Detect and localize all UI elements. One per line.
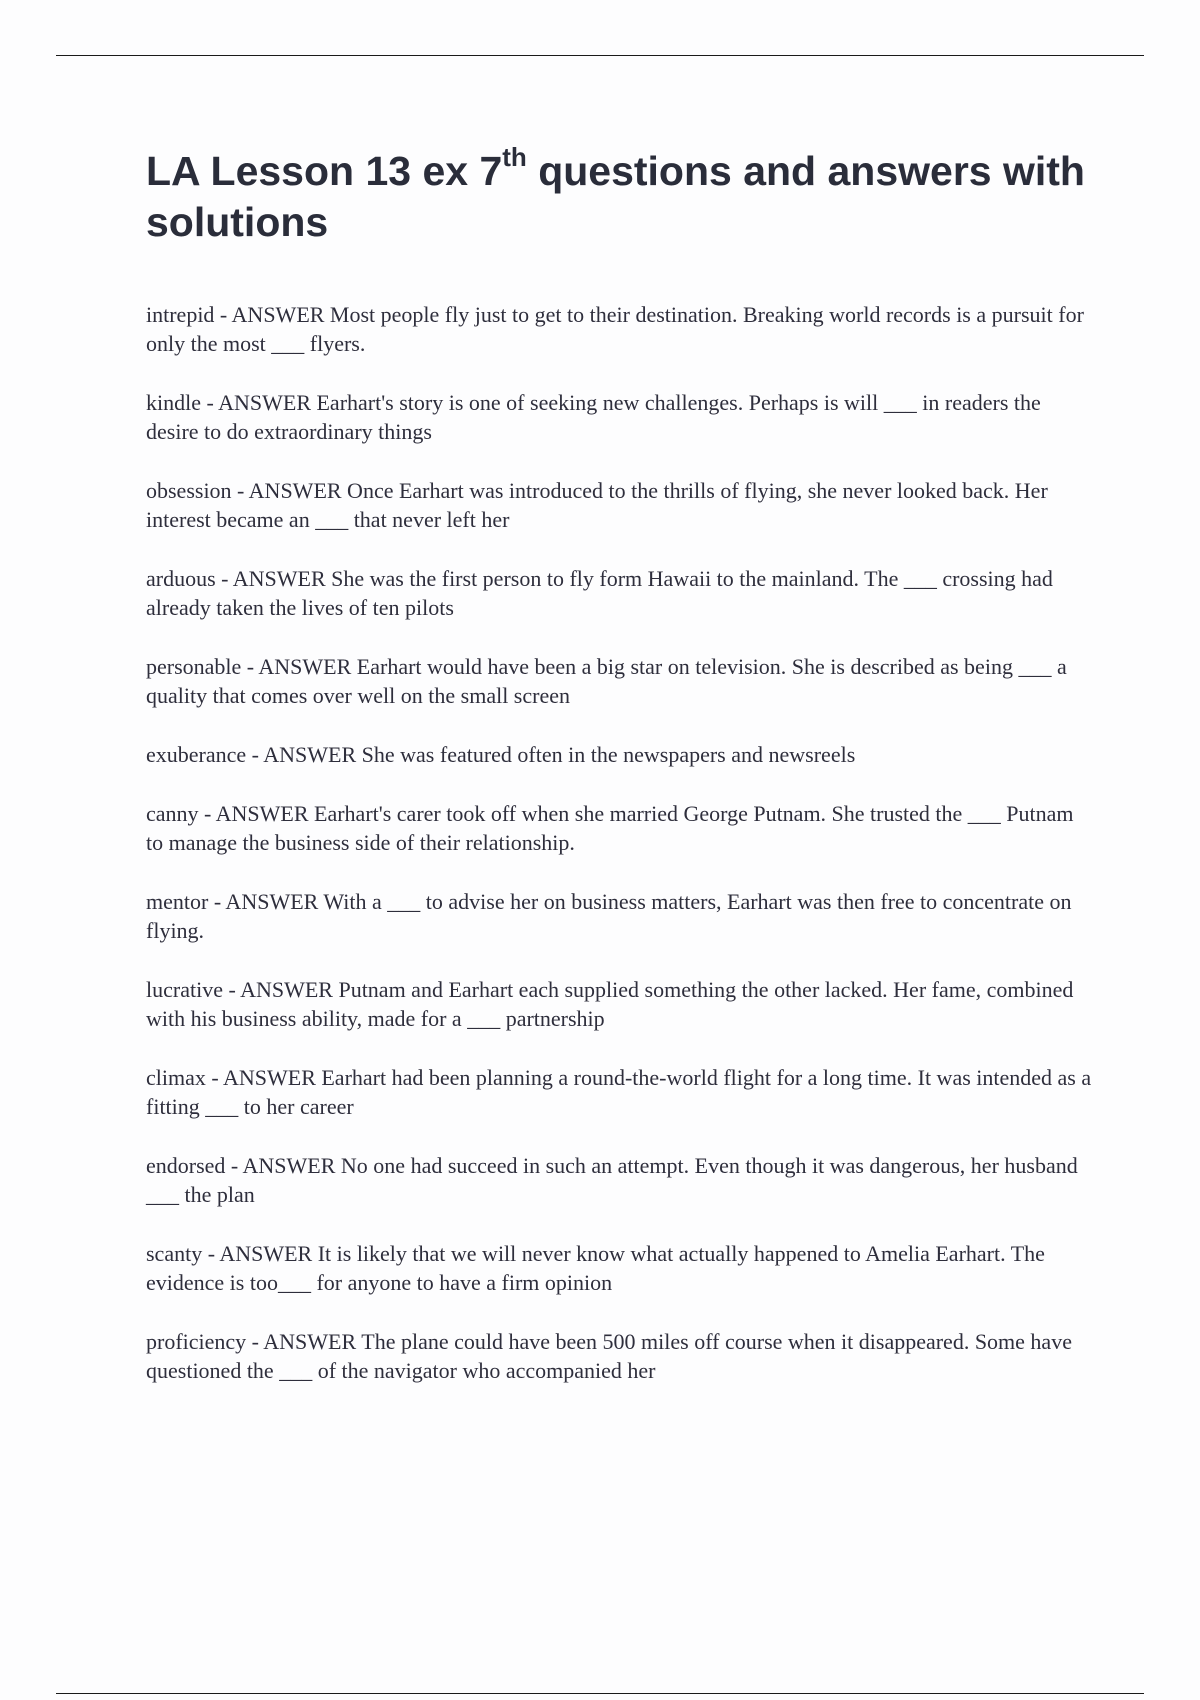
qa-item: intrepid - ANSWER Most people fly just to get to their destination. Breaking world records is a pursuit for only the most ___ flyers. bbox=[146, 302, 1084, 356]
qa-item: endorsed - ANSWER No one had succeed in such an attempt. Even though it was dangerous, her husband ___ the plan bbox=[146, 1153, 1078, 1207]
title-text-end: questions and answers with solutions bbox=[146, 148, 1085, 245]
qa-item: kindle - ANSWER Earhart's story is one of seeking new challenges. Perhaps is will ___ in readers the desire to do extraordinary things bbox=[146, 390, 1041, 444]
title-text-start: LA Lesson 13 ex 7 bbox=[146, 148, 503, 194]
qa-item: obsession - ANSWER Once Earhart was introduced to the thrills of flying, she never looked back. Her interest became an ___ that never left her bbox=[146, 478, 1048, 532]
top-rule bbox=[56, 55, 1144, 56]
title-superscript: th bbox=[502, 142, 527, 173]
qa-item: climax - ANSWER Earhart had been planning a round-the-world flight for a long time. It was intended as a fitting ___ to her career bbox=[146, 1065, 1092, 1119]
qa-item: canny - ANSWER Earhart's carer took off when she married George Putnam. She trusted the ___ Putnam to manage the business side of their relationship. bbox=[146, 801, 1074, 855]
qa-item: lucrative - ANSWER Putnam and Earhart each supplied something the other lacked. Her fame, combined with his business ability, made for a ___ partnership bbox=[146, 977, 1074, 1031]
qa-list bbox=[146, 300, 1092, 1415]
qa-item: proficiency - ANSWER The plane could have been 500 miles off course when it disappeared. Some have questioned the ___ of the navigator who accompanied her bbox=[146, 1329, 1072, 1383]
qa-item: arduous - ANSWER She was the first person to fly form Hawaii to the mainland. The ___ crossing had already taken the lives of ten pilots bbox=[146, 566, 1053, 620]
qa-item: exuberance - ANSWER She was featured often in the newspapers and newsreels bbox=[146, 742, 856, 767]
qa-item: scanty - ANSWER It is likely that we will never know what actually happened to Amelia Earhart. The evidence is too___ for anyone to have a firm opinion bbox=[146, 1241, 1045, 1295]
qa-item: mentor - ANSWER With a ___ to advise her on business matters, Earhart was then free to concentrate on flying. bbox=[146, 889, 1072, 943]
page-title bbox=[146, 142, 1086, 248]
qa-item: personable - ANSWER Earhart would have been a big star on television. She is described as being ___ a quality that comes over well on the small screen bbox=[146, 654, 1067, 708]
bottom-rule bbox=[56, 1693, 1144, 1694]
